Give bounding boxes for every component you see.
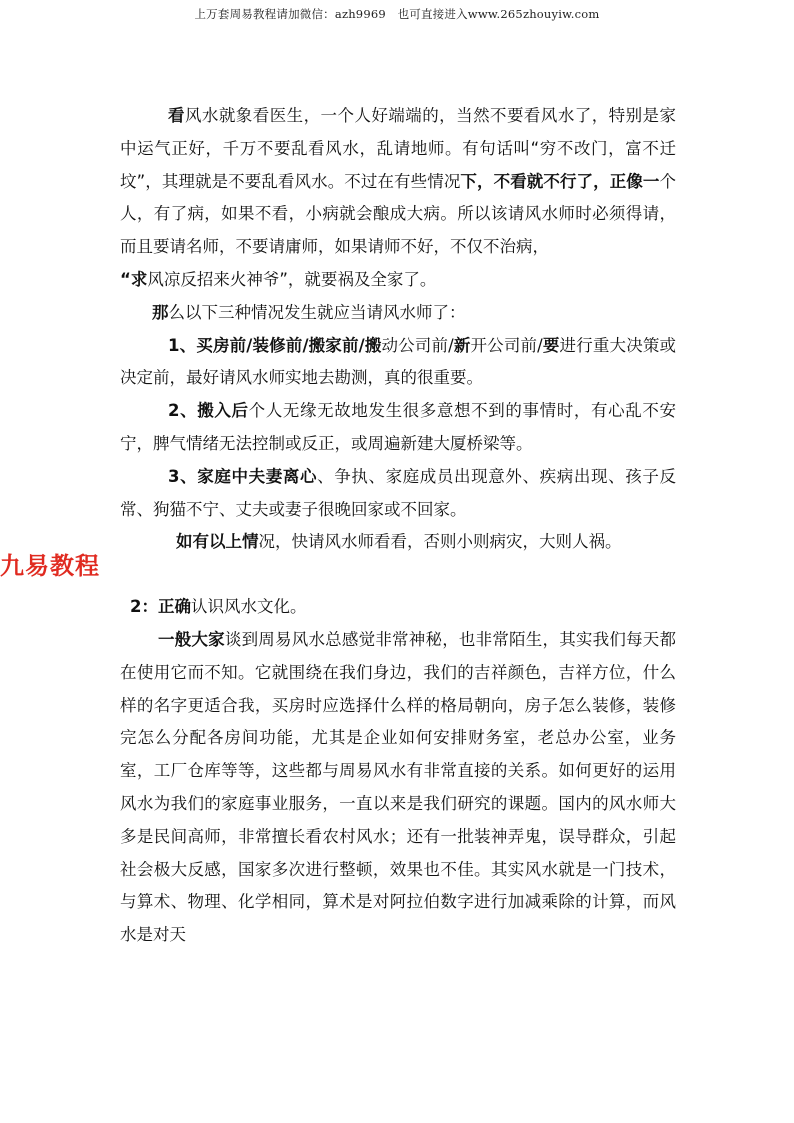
text-run: 个人，有了病，如果不看，小病就会酿成大病。所以该请风水师时必须得请，而且要请名师，不要请庸师，如果请师不好，不仅不治病， xyxy=(120,171,676,257)
text-run: 认识风水文化。 xyxy=(190,597,307,617)
text-run: 个人无缘无故地发生很多意想不到的事情时，有心乱不安宁，脾气情绪无法控制或反正，或周遍新建大厦桥梁等。 xyxy=(120,401,677,453)
paragraph-quote xyxy=(120,264,676,297)
text-run: 风水就象看医生，一个人好端端的，当然不要看风水了，特别是家中运气正好，千万不要乱看风水，乱请地师。有句话叫“穷不改门，富不迁坟”，其理就是不要乱看风水。不过在有些情况 xyxy=(120,106,677,191)
watermark-logo: 九易教程 xyxy=(0,552,100,580)
text-run: 要 xyxy=(542,335,560,355)
text-run: 动公司前/ xyxy=(381,335,454,355)
text-run: 2、搬入后 xyxy=(168,401,249,421)
list-item-case-2 xyxy=(120,395,676,461)
text-run: 1、买房前/装修前/搬家前/搬 xyxy=(168,335,382,355)
text-run: 那 xyxy=(152,302,169,322)
text-run: 况，快请风水师看看，否则小则病灾，大则人祸。 xyxy=(258,532,622,552)
document-body xyxy=(120,100,676,952)
text-run: 谈到周易风水总感觉非常神秘，也非常陌生，其实我们每天都在使用它而不知。它就围绕在我们身边，我们的吉祥颜色，吉祥方位，什么样的名字更适合我，买房时应选择什么样的格局朝向，房子怎么装修，装修完怎么分配各房间功能，尤其是企业如何安排财务室，老总办公室，业务室，工厂仓库等等，这些都与周易风水有非常直接的关系。如何更好的运用风水为我们的家庭事业服务，一直以来是我们研究的课题。国内的风水师大多是民间高师，非常擅长看农村风水；还有一批装神弄鬼，误导群众，引起社会极大反感，国家多次进行整顿，效果也不佳。其实风水就是一门技术，与算术、物理、化学相同，算术是对阿拉伯数字进行加减乘除的计算，而风水是对天 xyxy=(120,629,677,945)
text-run: 、争执、家庭成员出现意外、疾病出现、孩子反常、狗猫不宁、丈夫或妻子很晚回家或不回家。 xyxy=(120,466,677,519)
text-run: 3、家庭中夫妻离心 xyxy=(168,466,318,486)
text-run: 如有以上情 xyxy=(176,532,259,552)
paragraph-advice xyxy=(120,526,676,559)
text-run: “求 xyxy=(120,269,148,289)
paragraph-three-cases xyxy=(120,297,676,330)
text-run: 进行重大决策或决定前，最好请风水师实地去勘测，真的很重要。 xyxy=(120,335,677,388)
text-run: 2：正确 xyxy=(130,597,191,617)
page-header: 上万套周易教程请加微信：azh9969 也可直接进入www.265zhouyiw.com xyxy=(194,7,600,21)
list-item-case-1 xyxy=(120,330,676,396)
text-run: 看 xyxy=(168,106,185,125)
text-run: 么以下三种情况发生就应当请风水师了： xyxy=(168,302,466,322)
text-run: 下，不看就不行了，正像一 xyxy=(460,171,660,191)
paragraph-spacer xyxy=(120,559,676,591)
list-item-case-3 xyxy=(120,461,676,527)
section-heading xyxy=(120,591,676,624)
paragraph-intro xyxy=(120,100,676,264)
text-run: 一般大家 xyxy=(158,629,225,649)
text-run: 开公司前/ xyxy=(470,335,543,355)
text-run: 风凉反招来火神爷”，就要祸及全家了。 xyxy=(147,269,437,289)
text-run: 新 xyxy=(453,335,471,355)
paragraph-culture xyxy=(120,624,676,952)
